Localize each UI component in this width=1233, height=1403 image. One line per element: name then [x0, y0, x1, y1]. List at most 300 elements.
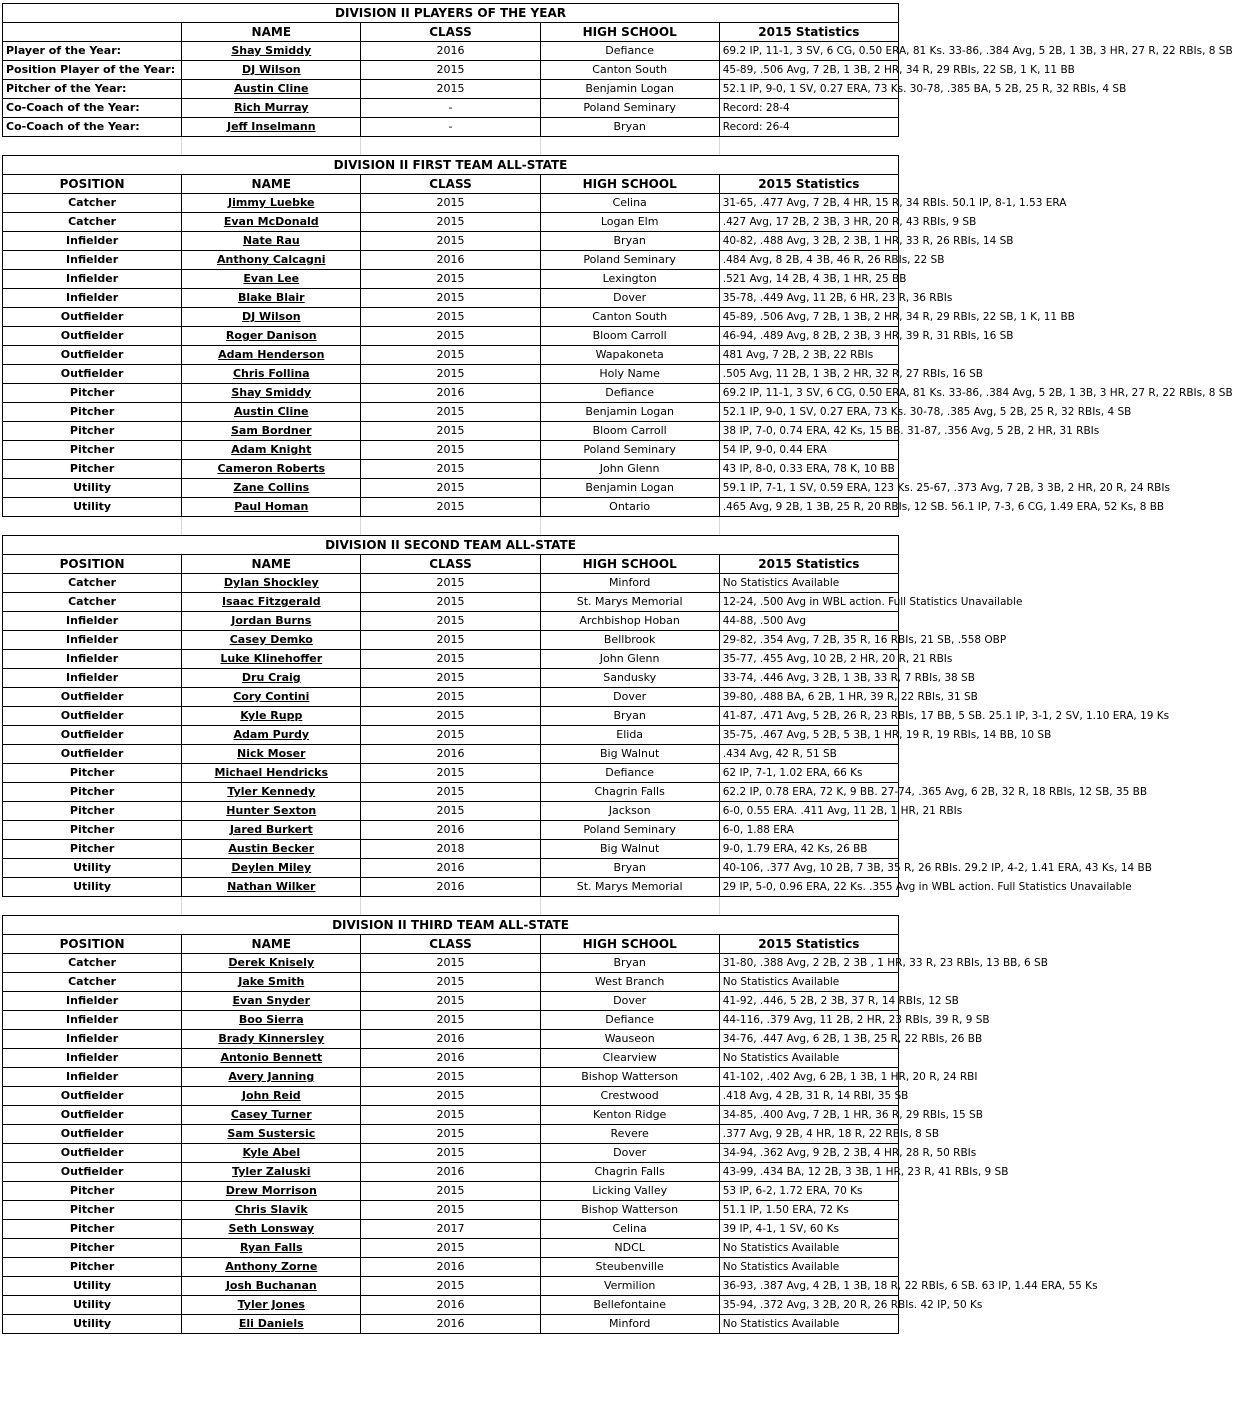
header-high-school: HIGH SCHOOL: [540, 555, 719, 574]
statistics-cell: 45-89, .506 Avg, 7 2B, 1 3B, 2 HR, 34 R, 29 RBIs, 22 SB, 1 K, 11 BB: [719, 61, 898, 80]
position-cell: Pitcher: [3, 460, 182, 479]
player-name-link[interactable]: Michael Hendricks: [182, 764, 361, 783]
player-name-link[interactable]: Drew Morrison: [182, 1182, 361, 1201]
player-name-link[interactable]: Hunter Sexton: [182, 802, 361, 821]
table-row: [3, 954, 899, 973]
high-school-cell: Bloom Carroll: [540, 422, 719, 441]
position-cell: Infielder: [3, 650, 182, 669]
class-cell: 2015: [361, 688, 540, 707]
table-row: [3, 365, 899, 384]
table-row: [3, 1106, 899, 1125]
section-table-division-ii-first-team-all-state: [2, 155, 1233, 517]
table-row: [3, 403, 899, 422]
statistics-cell: Record: 26-4: [719, 118, 898, 137]
player-name-link[interactable]: Blake Blair: [182, 289, 361, 308]
high-school-cell: Bellbrook: [540, 631, 719, 650]
class-cell: 2016: [361, 745, 540, 764]
player-name-link[interactable]: Adam Knight: [182, 441, 361, 460]
position-cell: Co-Coach of the Year:: [3, 99, 182, 118]
class-cell: 2016: [361, 42, 540, 61]
player-name-link[interactable]: Nate Rau: [182, 232, 361, 251]
position-cell: Outfielder: [3, 1144, 182, 1163]
position-cell: Infielder: [3, 1011, 182, 1030]
position-cell: Utility: [3, 1315, 182, 1334]
statistics-cell: 34-85, .400 Avg, 7 2B, 1 HR, 36 R, 29 RBIs, 15 SB: [719, 1106, 898, 1125]
statistics-cell: 43-99, .434 BA, 12 2B, 3 3B, 1 HR, 23 R, 41 RBIs, 9 SB: [719, 1163, 898, 1182]
position-cell: Infielder: [3, 631, 182, 650]
class-cell: 2015: [361, 1144, 540, 1163]
table-row: [3, 1068, 899, 1087]
class-cell: 2015: [361, 593, 540, 612]
high-school-cell: Bishop Watterson: [540, 1201, 719, 1220]
class-cell: 2016: [361, 1163, 540, 1182]
table-row: [3, 1239, 899, 1258]
class-cell: 2015: [361, 650, 540, 669]
statistics-cell: No Statistics Available: [719, 1315, 898, 1334]
position-cell: Pitcher: [3, 1258, 182, 1277]
statistics-cell: 52.1 IP, 9-0, 1 SV, 0.27 ERA, 73 Ks. 30-78, .385 BA, 5 2B, 25 R, 32 RBIs, 4 SB: [719, 80, 898, 99]
player-name-link[interactable]: Adam Purdy: [182, 726, 361, 745]
header-name: NAME: [182, 555, 361, 574]
table-row: [3, 1201, 899, 1220]
section-spacer: [2, 137, 899, 155]
empty-cell: [720, 517, 899, 535]
player-name-link[interactable]: Deylen Miley: [182, 859, 361, 878]
statistics-cell: 12-24, .500 Avg in WBL action. Full Statistics Unavailable: [719, 593, 898, 612]
high-school-cell: Defiance: [540, 42, 719, 61]
table-row: [3, 821, 899, 840]
player-name-link[interactable]: Ryan Falls: [182, 1239, 361, 1258]
player-name-link[interactable]: DJ Wilson: [182, 61, 361, 80]
player-name-link[interactable]: Cameron Roberts: [182, 460, 361, 479]
empty-cell: [540, 137, 719, 155]
class-cell: 2015: [361, 1182, 540, 1201]
statistics-cell: 29 IP, 5-0, 0.96 ERA, 22 Ks. .355 Avg in WBL action. Full Statistics Unavailable: [719, 878, 898, 897]
player-name-link[interactable]: Boo Sierra: [182, 1011, 361, 1030]
table-row: [3, 441, 899, 460]
high-school-cell: Clearview: [540, 1049, 719, 1068]
class-cell: 2015: [361, 802, 540, 821]
player-name-link[interactable]: Austin Becker: [182, 840, 361, 859]
player-name-link[interactable]: DJ Wilson: [182, 308, 361, 327]
table-row: [3, 479, 899, 498]
player-name-link[interactable]: Anthony Calcagni: [182, 251, 361, 270]
player-name-link[interactable]: Evan Snyder: [182, 992, 361, 1011]
statistics-cell: 39-80, .488 BA, 6 2B, 1 HR, 39 R, 22 RBIs, 31 SB: [719, 688, 898, 707]
header-class: CLASS: [361, 935, 540, 954]
position-cell: Infielder: [3, 232, 182, 251]
high-school-cell: Sandusky: [540, 669, 719, 688]
class-cell: 2015: [361, 441, 540, 460]
statistics-cell: 69.2 IP, 11-1, 3 SV, 6 CG, 0.50 ERA, 81 Ks. 33-86, .384 Avg, 5 2B, 1 3B, 3 HR, 27 R, 22 RBIs, 8 SB: [719, 42, 898, 61]
table-row: [3, 688, 899, 707]
class-cell: 2016: [361, 821, 540, 840]
header-name: NAME: [182, 23, 361, 42]
high-school-cell: Chagrin Falls: [540, 783, 719, 802]
table-row: [3, 460, 899, 479]
statistics-cell: 41-92, .446, 5 2B, 2 3B, 37 R, 14 RBIs, 12 SB: [719, 992, 898, 1011]
player-name-link[interactable]: Jake Smith: [182, 973, 361, 992]
player-name-link[interactable]: Evan McDonald: [182, 213, 361, 232]
section-table-division-ii-third-team-all-state: [2, 915, 1098, 1334]
header-high-school: HIGH SCHOOL: [540, 935, 719, 954]
table-row: [3, 194, 899, 213]
position-cell: Infielder: [3, 612, 182, 631]
position-cell: Outfielder: [3, 1163, 182, 1182]
high-school-cell: Elida: [540, 726, 719, 745]
player-name-link[interactable]: Sam Sustersic: [182, 1125, 361, 1144]
player-name-link[interactable]: Austin Cline: [182, 80, 361, 99]
statistics-cell: 59.1 IP, 7-1, 1 SV, 0.59 ERA, 123 Ks. 25-67, .373 Avg, 7 2B, 3 3B, 2 HR, 20 R, 24 RBIs: [719, 479, 898, 498]
header-statistics: 2015 Statistics: [719, 175, 898, 194]
player-name-link[interactable]: Roger Danison: [182, 327, 361, 346]
player-name-link[interactable]: Nick Moser: [182, 745, 361, 764]
position-cell: Outfielder: [3, 707, 182, 726]
empty-cell: [540, 897, 719, 915]
statistics-cell: 45-89, .506 Avg, 7 2B, 1 3B, 2 HR, 34 R, 29 RBIs, 22 SB, 1 K, 11 BB: [719, 308, 898, 327]
player-name-link[interactable]: Jared Burkert: [182, 821, 361, 840]
position-cell: Position Player of the Year:: [3, 61, 182, 80]
table-row: [3, 1144, 899, 1163]
table-row: [3, 631, 899, 650]
statistics-cell: No Statistics Available: [719, 1239, 898, 1258]
player-name-link[interactable]: Antonio Bennett: [182, 1049, 361, 1068]
table-row: [3, 289, 899, 308]
table-row: [3, 42, 899, 61]
empty-cell: [2, 517, 181, 535]
class-cell: 2016: [361, 878, 540, 897]
empty-cell: [181, 137, 360, 155]
header-class: CLASS: [361, 23, 540, 42]
header-position: POSITION: [3, 935, 182, 954]
position-cell: Infielder: [3, 1049, 182, 1068]
class-cell: 2016: [361, 859, 540, 878]
high-school-cell: Licking Valley: [540, 1182, 719, 1201]
statistics-cell: 39 IP, 4-1, 1 SV, 60 Ks: [719, 1220, 898, 1239]
class-cell: 2015: [361, 289, 540, 308]
player-name-link[interactable]: Avery Janning: [182, 1068, 361, 1087]
high-school-cell: West Branch: [540, 973, 719, 992]
table-row: [3, 878, 899, 897]
statistics-cell: 44-88, .500 Avg: [719, 612, 898, 631]
high-school-cell: Benjamin Logan: [540, 80, 719, 99]
high-school-cell: Vermilion: [540, 1277, 719, 1296]
player-name-link[interactable]: Jordan Burns: [182, 612, 361, 631]
statistics-cell: 46-94, .489 Avg, 8 2B, 2 3B, 3 HR, 39 R, 31 RBIs, 16 SB: [719, 327, 898, 346]
statistics-cell: 41-102, .402 Avg, 6 2B, 1 3B, 1 HR, 20 R, 24 RBI: [719, 1068, 898, 1087]
table-row: [3, 1163, 899, 1182]
player-name-link[interactable]: Zane Collins: [182, 479, 361, 498]
player-name-link[interactable]: Seth Lonsway: [182, 1220, 361, 1239]
table-row: [3, 593, 899, 612]
class-cell: 2016: [361, 1315, 540, 1334]
class-cell: 2015: [361, 194, 540, 213]
player-name-link[interactable]: Nathan Wilker: [182, 878, 361, 897]
player-name-link[interactable]: Anthony Zorne: [182, 1258, 361, 1277]
table-row: [3, 327, 899, 346]
section-title: DIVISION II THIRD TEAM ALL-STATE: [3, 916, 899, 935]
high-school-cell: John Glenn: [540, 460, 719, 479]
high-school-cell: Poland Seminary: [540, 99, 719, 118]
player-name-link[interactable]: Jimmy Luebke: [182, 194, 361, 213]
statistics-cell: 6-0, 1.88 ERA: [719, 821, 898, 840]
high-school-cell: Wapakoneta: [540, 346, 719, 365]
player-name-link[interactable]: Brady Kinnersley: [182, 1030, 361, 1049]
player-name-link[interactable]: Tyler Jones: [182, 1296, 361, 1315]
player-name-link[interactable]: Sam Bordner: [182, 422, 361, 441]
table-row: [3, 308, 899, 327]
table-row: [3, 707, 899, 726]
statistics-cell: .377 Avg, 9 2B, 4 HR, 18 R, 22 RBIs, 8 SB: [719, 1125, 898, 1144]
position-cell: Infielder: [3, 992, 182, 1011]
position-cell: Outfielder: [3, 327, 182, 346]
header-name: NAME: [182, 175, 361, 194]
high-school-cell: Poland Seminary: [540, 821, 719, 840]
class-cell: 2015: [361, 764, 540, 783]
high-school-cell: Celina: [540, 194, 719, 213]
statistics-cell: .427 Avg, 17 2B, 2 3B, 3 HR, 20 R, 43 RBIs, 9 SB: [719, 213, 898, 232]
player-name-link[interactable]: Chris Follina: [182, 365, 361, 384]
statistics-cell: 31-65, .477 Avg, 7 2B, 4 HR, 15 R, 34 RBIs. 50.1 IP, 8-1, 1.53 ERA: [719, 194, 898, 213]
table-row: [3, 99, 899, 118]
class-cell: 2015: [361, 232, 540, 251]
class-cell: 2016: [361, 1296, 540, 1315]
statistics-cell: No Statistics Available: [719, 574, 898, 593]
statistics-cell: 43 IP, 8-0, 0.33 ERA, 78 K, 10 BB: [719, 460, 898, 479]
statistics-cell: 33-74, .446 Avg, 3 2B, 1 3B, 33 R, 7 RBIs, 38 SB: [719, 669, 898, 688]
table-row: [3, 1011, 899, 1030]
statistics-cell: 29-82, .354 Avg, 7 2B, 35 R, 16 RBIs, 21 SB, .558 OBP: [719, 631, 898, 650]
position-cell: Outfielder: [3, 346, 182, 365]
high-school-cell: Poland Seminary: [540, 251, 719, 270]
high-school-cell: Holy Name: [540, 365, 719, 384]
position-cell: Pitcher: [3, 840, 182, 859]
player-name-link[interactable]: Adam Henderson: [182, 346, 361, 365]
class-cell: 2015: [361, 669, 540, 688]
statistics-cell: 52.1 IP, 9-0, 1 SV, 0.27 ERA, 73 Ks. 30-78, .385 Avg, 5 2B, 25 R, 32 RBIs, 4 SB: [719, 403, 898, 422]
high-school-cell: Steubenville: [540, 1258, 719, 1277]
table-row: [3, 1296, 899, 1315]
class-cell: 2015: [361, 308, 540, 327]
statistics-cell: 62.2 IP, 0.78 ERA, 72 K, 9 BB. 27-74, .365 Avg, 6 2B, 32 R, 18 RBIs, 12 SB, 35 BB: [719, 783, 898, 802]
position-cell: Catcher: [3, 194, 182, 213]
class-cell: 2015: [361, 1087, 540, 1106]
table-row: [3, 80, 899, 99]
class-cell: 2015: [361, 574, 540, 593]
class-cell: 2018: [361, 840, 540, 859]
high-school-cell: Crestwood: [540, 1087, 719, 1106]
high-school-cell: Big Walnut: [540, 745, 719, 764]
empty-cell: [540, 517, 719, 535]
player-name-link[interactable]: Eli Daniels: [182, 1315, 361, 1334]
position-cell: Utility: [3, 479, 182, 498]
class-cell: 2015: [361, 1125, 540, 1144]
position-cell: Co-Coach of the Year:: [3, 118, 182, 137]
statistics-cell: .521 Avg, 14 2B, 4 3B, 1 HR, 25 BB: [719, 270, 898, 289]
table-row: [3, 973, 899, 992]
player-name-link[interactable]: Jeff Inselmann: [182, 118, 361, 137]
player-name-link[interactable]: Luke Klinehoffer: [182, 650, 361, 669]
position-cell: Outfielder: [3, 745, 182, 764]
section-title: DIVISION II PLAYERS OF THE YEAR: [3, 4, 899, 23]
table-row: [3, 118, 899, 137]
position-cell: Catcher: [3, 593, 182, 612]
statistics-cell: 36-93, .387 Avg, 4 2B, 1 3B, 18 R, 22 RBIs, 6 SB. 63 IP, 1.44 ERA, 55 Ks: [719, 1277, 898, 1296]
player-name-link[interactable]: Tyler Kennedy: [182, 783, 361, 802]
player-name-link[interactable]: Shay Smiddy: [182, 384, 361, 403]
high-school-cell: Logan Elm: [540, 213, 719, 232]
table-row: [3, 1030, 899, 1049]
table-row: [3, 669, 899, 688]
table-row: [3, 992, 899, 1011]
high-school-cell: Dover: [540, 289, 719, 308]
class-cell: 2015: [361, 365, 540, 384]
position-cell: Infielder: [3, 1068, 182, 1087]
class-cell: 2015: [361, 498, 540, 517]
class-cell: 2015: [361, 327, 540, 346]
position-cell: Pitcher: [3, 802, 182, 821]
high-school-cell: Dover: [540, 992, 719, 1011]
player-name-link[interactable]: Evan Lee: [182, 270, 361, 289]
player-name-link[interactable]: Austin Cline: [182, 403, 361, 422]
class-cell: 2015: [361, 1106, 540, 1125]
high-school-cell: Big Walnut: [540, 840, 719, 859]
player-name-link[interactable]: Rich Murray: [182, 99, 361, 118]
header-high-school: HIGH SCHOOL: [540, 175, 719, 194]
header-class: CLASS: [361, 175, 540, 194]
high-school-cell: Minford: [540, 574, 719, 593]
class-cell: 2015: [361, 80, 540, 99]
player-name-link[interactable]: Casey Turner: [182, 1106, 361, 1125]
high-school-cell: Bishop Watterson: [540, 1068, 719, 1087]
position-cell: Outfielder: [3, 308, 182, 327]
player-name-link[interactable]: Casey Demko: [182, 631, 361, 650]
player-name-link[interactable]: Shay Smiddy: [182, 42, 361, 61]
class-cell: 2015: [361, 346, 540, 365]
table-row: [3, 650, 899, 669]
high-school-cell: Archbishop Hoban: [540, 612, 719, 631]
class-cell: 2015: [361, 61, 540, 80]
table-row: [3, 270, 899, 289]
header-name: NAME: [182, 935, 361, 954]
table-row: [3, 1258, 899, 1277]
position-cell: Infielder: [3, 251, 182, 270]
player-name-link[interactable]: Derek Knisely: [182, 954, 361, 973]
header-statistics: 2015 Statistics: [719, 23, 898, 42]
empty-cell: [361, 517, 540, 535]
class-cell: 2015: [361, 631, 540, 650]
table-row: [3, 1049, 899, 1068]
header-high-school: HIGH SCHOOL: [540, 23, 719, 42]
spreadsheet: [2, 3, 1233, 1334]
high-school-cell: Revere: [540, 1125, 719, 1144]
high-school-cell: Ontario: [540, 498, 719, 517]
class-cell: 2016: [361, 1030, 540, 1049]
table-row: [3, 764, 899, 783]
table-row: [3, 574, 899, 593]
position-cell: Catcher: [3, 574, 182, 593]
high-school-cell: Defiance: [540, 1011, 719, 1030]
position-cell: Catcher: [3, 973, 182, 992]
position-cell: Infielder: [3, 289, 182, 308]
header-position: POSITION: [3, 175, 182, 194]
class-cell: -: [361, 99, 540, 118]
player-name-link[interactable]: Dylan Shockley: [182, 574, 361, 593]
class-cell: 2015: [361, 1068, 540, 1087]
class-cell: 2015: [361, 612, 540, 631]
statistics-cell: 38 IP, 7-0, 0.74 ERA, 42 Ks, 15 BB. 31-87, .356 Avg, 5 2B, 2 HR, 31 RBIs: [719, 422, 898, 441]
player-name-link[interactable]: John Reid: [182, 1087, 361, 1106]
high-school-cell: Lexington: [540, 270, 719, 289]
class-cell: 2015: [361, 403, 540, 422]
high-school-cell: NDCL: [540, 1239, 719, 1258]
high-school-cell: Jackson: [540, 802, 719, 821]
class-cell: 2015: [361, 479, 540, 498]
section-title: DIVISION II SECOND TEAM ALL-STATE: [3, 536, 899, 555]
player-name-link[interactable]: Cory Contini: [182, 688, 361, 707]
statistics-cell: 44-116, .379 Avg, 11 2B, 2 HR, 23 RBIs, 39 R, 9 SB: [719, 1011, 898, 1030]
table-row: [3, 745, 899, 764]
statistics-cell: .505 Avg, 11 2B, 1 3B, 2 HR, 32 R, 27 RBIs, 16 SB: [719, 365, 898, 384]
table-row: [3, 859, 899, 878]
position-cell: Pitcher: [3, 384, 182, 403]
header-position: [3, 23, 182, 42]
class-cell: 2015: [361, 992, 540, 1011]
table-row: [3, 802, 899, 821]
statistics-cell: 35-94, .372 Avg, 3 2B, 20 R, 26 RBIs. 42 IP, 50 Ks: [719, 1296, 898, 1315]
empty-cell: [2, 137, 181, 155]
player-name-link[interactable]: Dru Craig: [182, 669, 361, 688]
class-cell: 2015: [361, 726, 540, 745]
position-cell: Outfielder: [3, 1087, 182, 1106]
high-school-cell: Defiance: [540, 384, 719, 403]
position-cell: Pitcher: [3, 403, 182, 422]
table-row: [3, 783, 899, 802]
statistics-cell: .418 Avg, 4 2B, 31 R, 14 RBI, 35 SB: [719, 1087, 898, 1106]
table-row: [3, 61, 899, 80]
statistics-cell: 35-77, .455 Avg, 10 2B, 2 HR, 20 R, 21 RBIs: [719, 650, 898, 669]
position-cell: Pitcher: [3, 1239, 182, 1258]
empty-cell: [181, 517, 360, 535]
class-cell: 2016: [361, 1049, 540, 1068]
empty-cell: [720, 897, 899, 915]
class-cell: 2015: [361, 460, 540, 479]
empty-cell: [720, 137, 899, 155]
class-cell: 2015: [361, 1011, 540, 1030]
header-class: CLASS: [361, 555, 540, 574]
empty-cell: [2, 897, 181, 915]
high-school-cell: John Glenn: [540, 650, 719, 669]
high-school-cell: Celina: [540, 1220, 719, 1239]
class-cell: -: [361, 118, 540, 137]
position-cell: Outfielder: [3, 1125, 182, 1144]
player-name-link[interactable]: Isaac Fitzgerald: [182, 593, 361, 612]
player-name-link[interactable]: Josh Buchanan: [182, 1277, 361, 1296]
table-row: [3, 232, 899, 251]
statistics-cell: .484 Avg, 8 2B, 4 3B, 46 R, 26 RBIs, 22 SB: [719, 251, 898, 270]
player-name-link[interactable]: Kyle Abel: [182, 1144, 361, 1163]
player-name-link[interactable]: Kyle Rupp: [182, 707, 361, 726]
table-row: [3, 422, 899, 441]
player-name-link[interactable]: Tyler Zaluski: [182, 1163, 361, 1182]
table-row: [3, 346, 899, 365]
player-name-link[interactable]: Chris Slavik: [182, 1201, 361, 1220]
player-name-link[interactable]: Paul Homan: [182, 498, 361, 517]
position-cell: Outfielder: [3, 365, 182, 384]
high-school-cell: Wauseon: [540, 1030, 719, 1049]
table-row: [3, 1315, 899, 1334]
high-school-cell: St. Marys Memorial: [540, 593, 719, 612]
